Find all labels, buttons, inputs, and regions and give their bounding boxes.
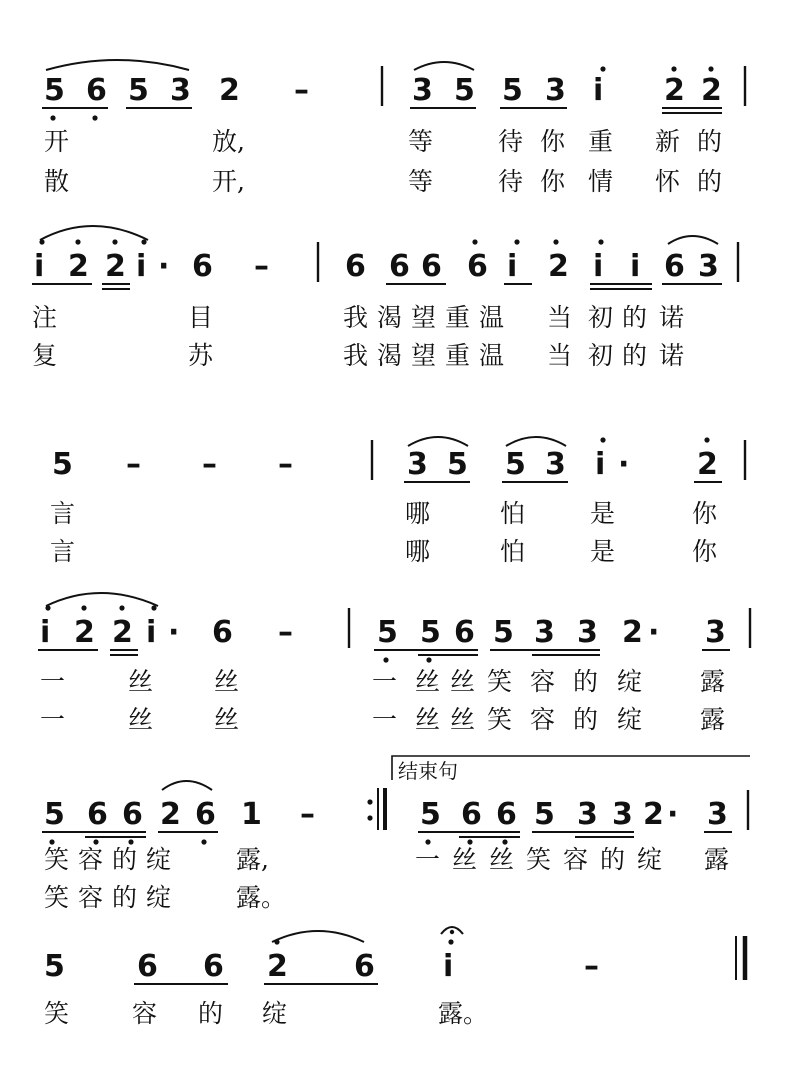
note: 2 [160,797,181,832]
lyric: 容 [530,667,556,696]
lyric: 的 [198,999,224,1028]
note: 5 [447,447,468,482]
extension-dash: – [294,73,309,108]
lyric: 你 [692,499,718,528]
lyric: 绽 [146,883,172,912]
octave-dot [553,239,558,244]
note: 6 [354,949,375,984]
lyric: 一 [415,845,441,874]
octave-dot [514,239,519,244]
note: i [595,447,606,482]
lyric: 哪 [405,499,431,528]
lyric: 散 [44,167,70,196]
note: 3 [577,615,598,650]
lyric: 绽 [637,845,663,874]
extension-dash: – [300,797,315,832]
lyric: 等 [408,167,434,196]
lyric: 容 [530,705,556,734]
lyric: 丝 [450,705,476,734]
lyric: 丝 [214,705,240,734]
lyric: 丝 [450,667,476,696]
note: 3 [170,73,191,108]
lyrics-line-verse-1 [40,667,725,696]
octave-dot [75,239,80,244]
extension-dash: – [126,447,141,482]
lyric: 笑 [526,845,552,874]
lyric: 的 [573,667,599,696]
note: 5 [420,615,441,650]
lyric: 当 [547,303,573,332]
lyric: 丝 [415,667,441,696]
lyric: 诺 [659,303,685,332]
octave-dot [448,939,453,944]
lyric: 言 [50,537,76,566]
lyric: 初 [588,303,614,332]
fermata-dot [450,930,454,934]
lyric: 等 [408,127,434,156]
octave-dot [50,115,55,120]
augmentation-dot: · [667,797,679,832]
note: 2 [697,447,718,482]
augmentation-dot: · [158,249,170,284]
octave-dot [49,839,54,844]
lyric: 容 [78,845,104,874]
note: 2 [548,249,569,284]
octave-dot [425,839,430,844]
lyric: 一 [40,667,66,696]
note: 6 [86,73,107,108]
lyric: 露, [236,845,269,874]
note: i [507,249,518,284]
lyric: 新 [655,127,681,156]
lyric: 重 [445,341,471,370]
lyric: 望 [411,303,437,332]
lyric: 怕 [500,499,526,528]
lyric: 渴 [377,303,403,332]
note: 5 [420,797,441,832]
note: 6 [467,249,488,284]
octave-dot [93,839,98,844]
lyrics-line-verse-2 [32,341,684,370]
note: 2 [622,615,643,650]
note: 2 [267,949,288,984]
note: i [136,249,147,284]
octave-dot [81,605,86,610]
note: 2 [105,249,126,284]
lyrics-line-verse-2 [50,537,718,566]
lyric: 丝 [128,667,154,696]
octave-dot [383,657,388,662]
lyric: 望 [411,341,437,370]
note: 2 [112,615,133,650]
lyric: 怕 [500,537,526,566]
lyric: 露 [700,667,726,696]
note: 3 [407,447,428,482]
lyric: 的 [622,341,648,370]
note: i [443,949,454,984]
octave-dot [671,66,676,71]
octave-dot [151,605,156,610]
lyric: 绽 [262,999,288,1028]
slur [40,226,148,240]
note: 6 [345,249,366,284]
lyric: 露。 [236,883,287,912]
note: 2 [664,73,685,108]
octave-dot [704,437,709,442]
slur [506,437,566,446]
score-system-1 [42,60,745,196]
lyric: 是 [590,499,616,528]
note: 6 [195,797,216,832]
lyric: 容 [132,999,158,1028]
lyric: 容 [78,883,104,912]
lyric: 丝 [452,845,478,874]
note: 5 [44,949,65,984]
octave-dot [112,239,117,244]
lyric: 开 [44,127,70,156]
note: 1 [241,797,262,832]
lyric: 的 [573,705,599,734]
note: 2 [701,73,722,108]
lyric: 绽 [617,667,643,696]
note: 5 [493,615,514,650]
score-system-3 [50,437,745,566]
lyric: 待 [498,127,524,156]
note: 6 [664,249,685,284]
lyric: 笑 [487,705,513,734]
note: 6 [192,249,213,284]
octave-dot [502,839,507,844]
lyric: 绽 [617,705,643,734]
extension-dash: – [584,949,599,984]
lyrics-line-verse-1 [44,127,722,156]
lyric: 注 [32,303,58,332]
note: 6 [212,615,233,650]
lyric: 渴 [377,341,403,370]
note: i [593,249,604,284]
repeat-dot [367,815,372,820]
note: 3 [698,249,719,284]
lyric: 言 [50,499,76,528]
note: 5 [128,73,149,108]
octave-dot [426,657,431,662]
lyrics-line-verse-1 [32,303,684,332]
note: i [593,73,604,108]
score-system-4 [38,593,750,734]
note: 6 [122,797,143,832]
note: i [34,249,45,284]
lyric: 露 [700,705,726,734]
lyric: 的 [697,127,723,156]
note: 6 [203,949,224,984]
note: 3 [534,615,555,650]
lyric: 重 [445,303,471,332]
note: 3 [707,797,728,832]
lyric: 丝 [128,705,154,734]
lyrics-line-verse-2 [44,167,722,196]
octave-dot [119,605,124,610]
note: 3 [545,447,566,482]
lyrics-line-verse-1 [44,999,488,1028]
lyric: 笑 [44,999,70,1028]
octave-dot [472,239,477,244]
note: 2 [643,797,664,832]
note: 6 [454,615,475,650]
note: 3 [577,797,598,832]
lyric: 目 [188,303,214,332]
extension-dash: – [202,447,217,482]
lyric: 一 [40,705,66,734]
lyric: 丝 [415,705,441,734]
lyric: 诺 [659,341,685,370]
lyric: 笑 [487,667,513,696]
slur [414,62,474,70]
lyric: 开, [212,167,245,196]
lyric: 露 [704,845,730,874]
lyric: 你 [540,127,566,156]
octave-dot [600,66,605,71]
lyric: 哪 [405,537,431,566]
lyric: 我 [343,303,369,332]
slur [272,931,364,942]
lyrics-line-verse-2 [40,705,725,734]
repeat-dot [367,799,372,804]
lyric: 丝 [489,845,515,874]
octave-dot [598,239,603,244]
note: 5 [505,447,526,482]
extension-dash: – [254,249,269,284]
note: 3 [612,797,633,832]
lyric: 露。 [438,999,489,1028]
note: 2 [219,73,240,108]
note: 6 [137,949,158,984]
lyric: 一 [372,705,398,734]
lyric: 的 [622,303,648,332]
lyrics-line-verse-1 [50,499,718,528]
slur [668,236,718,244]
note: 6 [496,797,517,832]
augmentation-dot: · [168,615,180,650]
note: 5 [44,797,65,832]
augmentation-dot: · [618,447,630,482]
octave-dot [201,839,206,844]
octave-dot [600,437,605,442]
lyric: 容 [563,845,589,874]
lyric: 初 [588,341,614,370]
lyric: 的 [600,845,626,874]
lyric: 笑 [44,845,70,874]
note: 5 [454,73,475,108]
score-system-2 [32,226,738,370]
lyric: 的 [697,167,723,196]
octave-dot [141,239,146,244]
score-system-6 [44,927,745,1028]
extension-dash: – [278,447,293,482]
note: i [146,615,157,650]
octave-dot [467,839,472,844]
lyric: 温 [479,303,505,332]
note: 6 [87,797,108,832]
lyric: 的 [112,845,138,874]
note: i [630,249,641,284]
score-system-5 [42,756,750,912]
lyric: 丝 [214,667,240,696]
octave-dot [708,66,713,71]
note: 5 [52,447,73,482]
lyric: 的 [112,883,138,912]
note: 2 [74,615,95,650]
lyrics-line-verse-1 [44,845,729,874]
lyric: 绽 [146,845,172,874]
lyric: 重 [588,127,614,156]
note: 3 [705,615,726,650]
note: 6 [389,249,410,284]
lyric: 你 [692,537,718,566]
octave-dot [128,839,133,844]
lyric: 复 [32,341,58,370]
lyric: 放, [212,127,245,156]
lyric: 一 [372,667,398,696]
slur [408,437,468,446]
slur [46,593,158,606]
ending-label: 结束句 [398,759,458,783]
note: 2 [68,249,89,284]
lyric: 笑 [44,883,70,912]
octave-dot [92,115,97,120]
lyric: 苏 [188,341,214,370]
lyric: 当 [547,341,573,370]
lyrics-line-verse-2 [44,883,286,912]
slur [46,60,189,70]
lyric: 温 [479,341,505,370]
augmentation-dot: · [648,615,660,650]
extension-dash: – [278,615,293,650]
lyric: 我 [343,341,369,370]
note: 5 [534,797,555,832]
note: 3 [545,73,566,108]
note: 5 [377,615,398,650]
note: 5 [44,73,65,108]
note: 6 [421,249,442,284]
slur [162,781,212,790]
note: i [40,615,51,650]
note: 3 [412,73,433,108]
lyric: 怀 [655,167,681,196]
note: 5 [502,73,523,108]
lyric: 你 [540,167,566,196]
lyric: 情 [588,167,614,196]
note: 6 [461,797,482,832]
lyric: 待 [498,167,524,196]
lyric: 是 [590,537,616,566]
